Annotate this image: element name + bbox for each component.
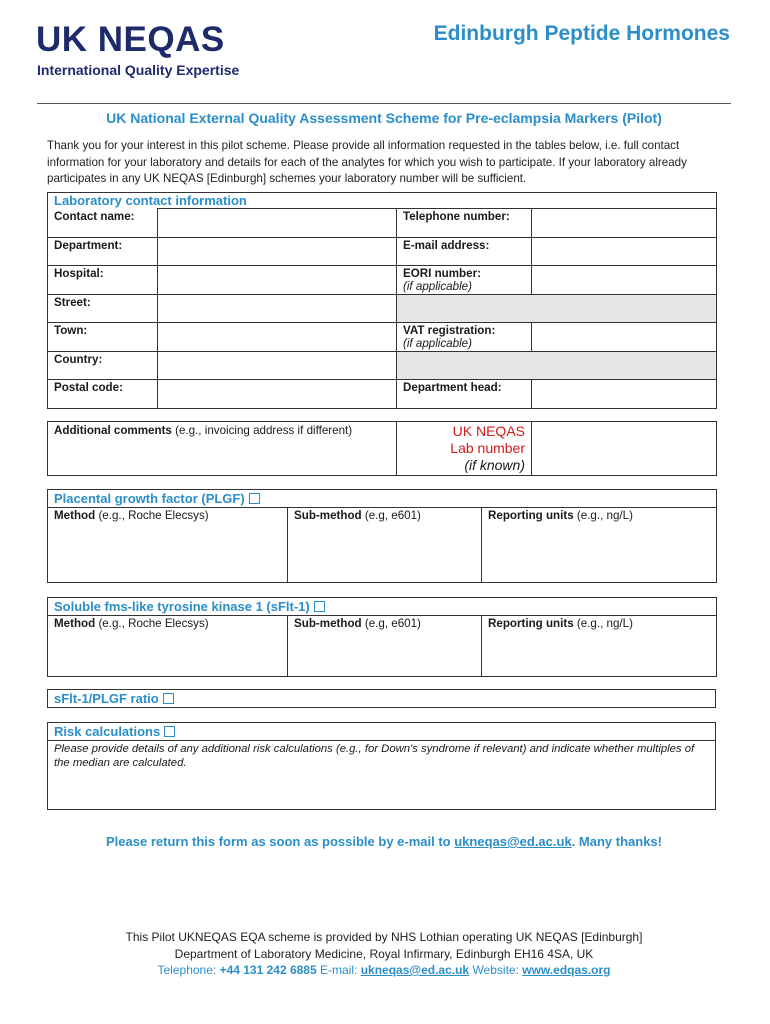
risk-text: Please provide details of any additional risk calculations (e.g., for Down's syndrome if relevant) and indicate whether multiples of the median are calculated. (54, 743, 695, 769)
risk-heading: Risk calculations (54, 724, 161, 739)
intro-paragraph: Thank you for your interest in this pilot scheme. Please provide all information requested in the tables below, i.e. full contact information for your laboratory and details for each of the analytes for which you wish to participate. If your laboratory already participates in any UK NEQAS [Edinburgh] schemes your laboratory number will be sufficient. (47, 139, 687, 185)
plgf-method-hint: (e.g., Roche Elecsys) (95, 509, 209, 522)
page-title: UK National External Quality Assessment Scheme for Pre-eclampsia Markers (Pilot) (106, 110, 662, 126)
ratio-heading: sFlt-1/PLGF ratio (54, 691, 159, 706)
lab-number-line2: Lab number (450, 440, 525, 456)
risk-heading-row (48, 723, 716, 741)
ratio-checkbox[interactable] (163, 693, 174, 704)
lab-number-field[interactable] (532, 422, 717, 476)
footer-email-label: E-mail: (316, 963, 361, 977)
email-label: E-mail address: (397, 238, 532, 266)
sflt-method-hint: (e.g., Roche Elecsys) (95, 617, 209, 630)
sflt-method-field[interactable] (48, 616, 288, 677)
telephone-field[interactable] (532, 209, 717, 238)
logo-tagline: International Quality Expertise (37, 62, 240, 78)
footer (37, 929, 731, 979)
country-field[interactable] (158, 352, 397, 380)
hospital-label: Hospital: (48, 266, 158, 295)
sflt-heading-row (48, 598, 717, 616)
sflt-units-hint: (e.g., ng/L) (573, 617, 633, 630)
comments-label: Additional comments (54, 424, 172, 437)
eori-text: EORI number: (403, 267, 481, 280)
ratio-table (47, 689, 716, 708)
postal-code-field[interactable] (158, 380, 397, 409)
comments-hint: (e.g., invoicing address if different) (171, 424, 353, 437)
sflt-method-label: Method (54, 617, 96, 630)
ratio-heading-row (48, 690, 716, 708)
comments-table (47, 421, 717, 476)
town-label: Town: (48, 323, 158, 352)
street-blank (397, 295, 717, 323)
department-label: Department: (48, 238, 158, 266)
sflt-submethod-label: Sub-method (294, 617, 362, 630)
centre-name: Edinburgh Peptide Hormones (433, 22, 730, 45)
contact-name-label: Contact name: (48, 209, 158, 238)
plgf-method-label: Method (54, 509, 96, 522)
return-email-link[interactable]: ukneqas@ed.ac.uk (454, 834, 572, 849)
footer-line1: This Pilot UKNEQAS EQA scheme is provided by NHS Lothian operating UK NEQAS [Edinburgh] (125, 930, 643, 944)
hospital-field[interactable] (158, 266, 397, 295)
plgf-units-field[interactable] (482, 508, 717, 583)
lab-number-line3: (if known) (464, 457, 525, 473)
plgf-submethod-label: Sub-method (294, 509, 362, 522)
plgf-method-field[interactable] (48, 508, 288, 583)
plgf-heading: Placental growth factor (PLGF) (54, 491, 245, 506)
lab-number-label (397, 422, 532, 476)
plgf-submethod-field[interactable] (288, 508, 482, 583)
vat-field[interactable] (532, 323, 717, 352)
risk-checkbox[interactable] (164, 726, 175, 737)
plgf-table (47, 489, 717, 583)
sflt-units-field[interactable] (482, 616, 717, 677)
country-blank (397, 352, 717, 380)
postal-code-label: Postal code: (48, 380, 158, 409)
street-label: Street: (48, 295, 158, 323)
footer-email-link[interactable]: ukneqas@ed.ac.uk (360, 963, 470, 977)
vat-text: VAT registration: (403, 324, 496, 337)
contact-name-field[interactable] (158, 209, 397, 238)
vat-note: (if applicable) (403, 337, 472, 350)
eori-note: (if applicable) (403, 280, 472, 293)
plgf-heading-row (48, 490, 717, 508)
risk-table (47, 722, 716, 810)
town-field[interactable] (158, 323, 397, 352)
plgf-submethod-hint: (e.g, e601) (361, 509, 421, 522)
footer-web-label: Website: (469, 963, 523, 977)
return-instruction (37, 834, 731, 849)
street-field[interactable] (158, 295, 397, 323)
vat-label (397, 323, 532, 352)
footer-tel: +44 131 242 6885 (219, 963, 317, 977)
department-field[interactable] (158, 238, 397, 266)
footer-contact (37, 962, 731, 979)
lab-number-line1: UK NEQAS (452, 423, 525, 439)
footer-line2: Department of Laboratory Medicine, Royal Infirmary, Edinburgh EH16 4SA, UK (174, 946, 594, 961)
return-text: Please return this form as soon as possible by e-mail to (106, 834, 455, 849)
department-head-label: Department head: (397, 380, 532, 409)
sflt-table (47, 597, 717, 677)
contact-table (47, 192, 717, 409)
return-thanks: . Many thanks! (571, 834, 662, 849)
sflt-submethod-field[interactable] (288, 616, 482, 677)
sflt-submethod-hint: (e.g, e601) (361, 617, 421, 630)
plgf-checkbox[interactable] (249, 493, 260, 504)
country-label: Country: (48, 352, 158, 380)
plgf-units-hint: (e.g., ng/L) (573, 509, 633, 522)
contact-heading: Laboratory contact information (54, 193, 247, 208)
department-head-field[interactable] (532, 380, 717, 409)
footer-tel-label: Telephone: (157, 963, 220, 977)
risk-details-field[interactable] (48, 741, 716, 810)
telephone-label: Telephone number: (397, 209, 532, 238)
plgf-units-label: Reporting units (488, 509, 574, 522)
logo: UK NEQAS (36, 20, 225, 59)
sflt-checkbox[interactable] (314, 601, 325, 612)
sflt-units-label: Reporting units (488, 617, 574, 630)
sflt-heading: Soluble fms-like tyrosine kinase 1 (sFlt-1) (54, 599, 310, 614)
header-divider (37, 103, 731, 104)
eori-label (397, 266, 532, 295)
eori-field[interactable] (532, 266, 717, 295)
email-field[interactable] (532, 238, 717, 266)
footer-web-link[interactable]: www.edqas.org (522, 963, 611, 977)
comments-field[interactable] (48, 422, 397, 476)
